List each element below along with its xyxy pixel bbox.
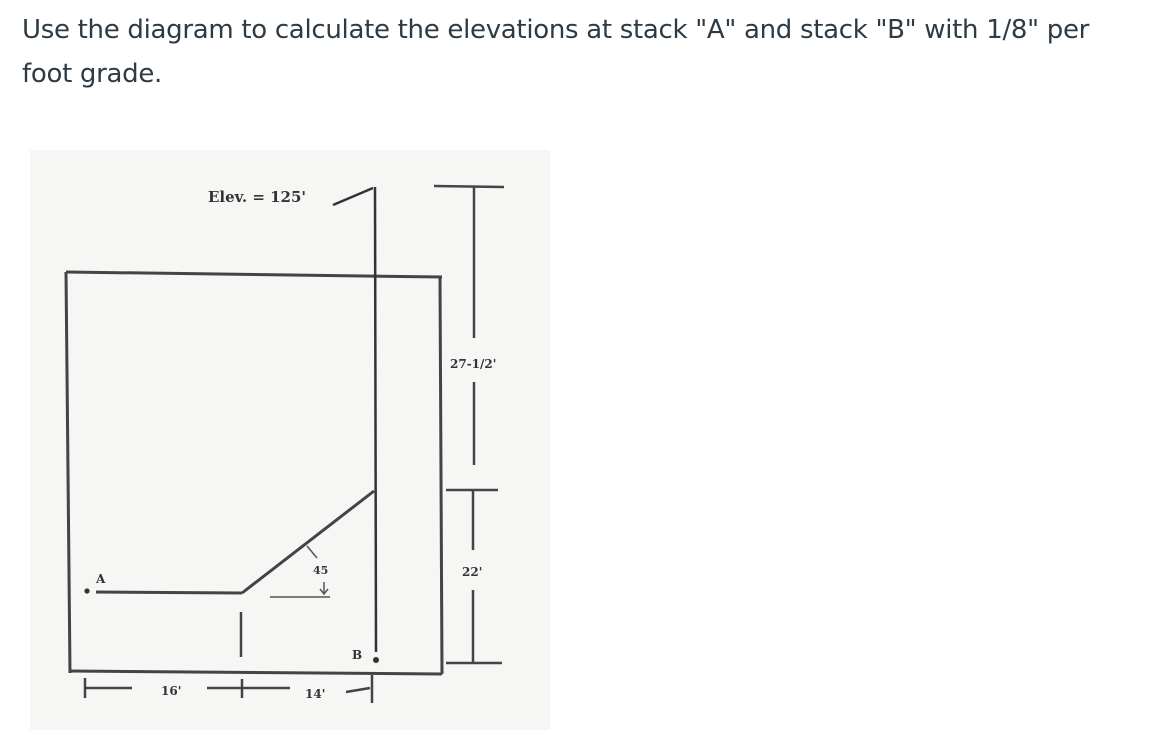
outline-left bbox=[66, 272, 70, 673]
outline-right bbox=[440, 277, 442, 674]
stack-b-pipe bbox=[375, 187, 376, 652]
dim-16-label: 16' bbox=[161, 684, 182, 698]
dim-right-line bbox=[346, 688, 370, 692]
angle-label: 45 bbox=[313, 564, 329, 577]
stack-a-dot bbox=[84, 588, 89, 593]
dim-top-cap bbox=[434, 186, 504, 187]
dim-22-label: 22' bbox=[462, 565, 483, 579]
vent-slant bbox=[333, 188, 373, 205]
diagram-drawing bbox=[30, 150, 550, 730]
stack-a-label: A bbox=[96, 572, 106, 586]
elevation-label: Elev. = 125' bbox=[208, 188, 307, 206]
stack-b-label: B bbox=[352, 648, 363, 662]
outline-top bbox=[66, 272, 442, 277]
stack-b-dot bbox=[373, 657, 379, 663]
question-text: Use the diagram to calculate the elevations at stack "A" and stack "B" with 1/8" per foot grade. bbox=[22, 15, 1090, 89]
outline-bottom bbox=[70, 671, 442, 674]
piping-diagram bbox=[30, 150, 550, 730]
dim-27-5-label: 27-1/2' bbox=[450, 357, 497, 371]
drain-45-fitting bbox=[242, 491, 374, 593]
drain-horizontal bbox=[96, 592, 242, 593]
dim-14-label: 14' bbox=[305, 687, 326, 701]
angle-arrow-top bbox=[307, 546, 317, 558]
